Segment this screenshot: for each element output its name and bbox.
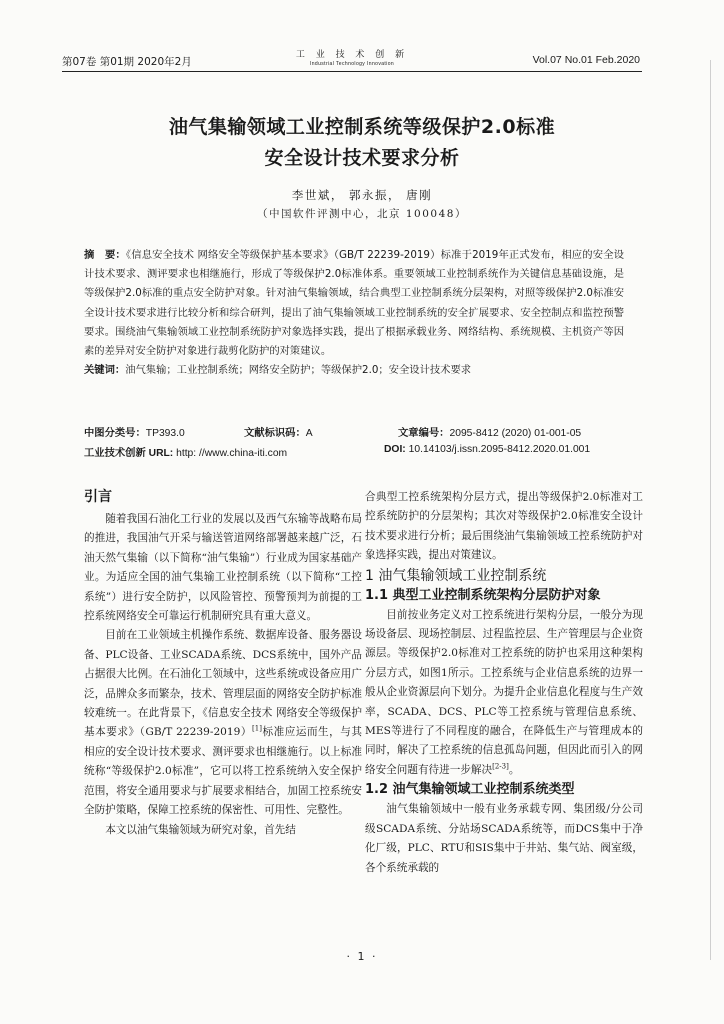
section-heading-1-1: 1.1 典型工业控制系统架构分层防护对象 bbox=[365, 587, 601, 603]
intro-p2-text-a: 目前在工业领域主机操作系统、数据库设备、服务器设备、PLC设备、工业SCADA系统、DCS系统中，国外产品占据很大比例。在石油化工领域中，这些系统或设备应用广泛，品牌众多而繁杂，技术、管理层面的网络安全防护标准较难统一。在此背景下，《信息安全技术 网络安全等级保护基本要求》（GB/T 22239-2019） bbox=[84, 629, 362, 739]
article-value: 2095-8412 (2020) 01-001-05 bbox=[449, 428, 582, 439]
left-column bbox=[84, 488, 362, 840]
clc-value: TP393.0 bbox=[145, 428, 185, 439]
url-value[interactable]: http: //www.china-iti.com bbox=[176, 448, 288, 459]
doc-code bbox=[244, 424, 313, 439]
abstract-paragraph bbox=[84, 246, 624, 361]
doc-value: A bbox=[305, 428, 313, 439]
journal-name-en: Industrial Technology Innovation bbox=[309, 61, 395, 67]
article-number bbox=[398, 424, 581, 439]
intro-paragraph-3-cont: 合典型工控系统架构分层方式，提出等级保护2.0标准对工控系统防护的分层架构；其次对等级保护2.0标准安全设计技术要求进行分析；最后围绕油气集输领域工控系统防护对象选择实践，提出对策建议。 bbox=[365, 491, 643, 562]
keywords-label: 关键词： bbox=[84, 364, 126, 377]
journal-name-cn: 工 业 技 术 创 新 bbox=[295, 50, 409, 60]
affiliation: （中国软件评测中心，北京 100048） bbox=[257, 208, 467, 220]
intro-paragraph-1: 随着我国石油化工行业的发展以及西气东输等战略布局的推进，我国油气开采与输送管道网络部署越来越广泛，石油天然气集输（以下简称“油气集输”）行业成为国家基础产业。为适应全国的油气集输工业控制系统（以下简称“工控系统”）进行安全防护，以风险管控、预警预判为前提的工控系统网络安全可靠运行机制研究具有重大意义。 bbox=[84, 513, 362, 623]
abstract-text: 《信息安全技术 网络安全等级保护基本要求》（GB/T 22239-2019）标准于2019年正式发布，相应的安全设计技术要求、测评要求也相继施行，形成了等级保护2.0标准体系。重要领域工业控制系统作为关键信息基础设施，是等级保护2.0标准的重点安全防护对象。针对油气集输领域，结合典型工业控制系统分层架构，对照等级保护2.0标准安全设计技术要求进行比较分析和综合研判，提出了油气集输领域工业控制系统的安全扩展要求、安全控制点和监控预警要求。围绕油气集输领域工业控制系统防护对象选择实践，提出了根据承载业务、网络结构、系统规模、主机资产等因素的差异对安全防护对象进行裁剪化防护的对策建议。 bbox=[84, 249, 624, 358]
journal-volume: Vol.07 No.01 Feb.2020 bbox=[532, 54, 640, 66]
intro-paragraph-3: 本文以油气集输领域为研究对象，首先结 bbox=[105, 823, 296, 836]
intro-paragraph-2 bbox=[84, 626, 362, 820]
section-1-1-paragraph bbox=[365, 606, 643, 781]
article-label: 文章编号： bbox=[398, 428, 450, 439]
paper-title-line1: 油气集输领域工业控制系统等级保护2.0标准 bbox=[168, 116, 556, 138]
url-label: 工业技术创新 URL: bbox=[84, 448, 174, 459]
clc-label: 中图分类号： bbox=[84, 428, 146, 439]
scan-edge-line bbox=[710, 60, 711, 960]
doi-value[interactable]: 10.14103/j.issn.2095-8412.2020.01.001 bbox=[408, 444, 591, 455]
section-heading-intro: 引言 bbox=[84, 489, 112, 505]
journal-url bbox=[84, 444, 287, 459]
header-rule bbox=[62, 71, 642, 72]
keywords-text: 油气集输；工业控制系统；网络安全防护；等级保护2.0；安全设计技术要求 bbox=[125, 364, 472, 377]
abstract-label: 摘 要： bbox=[84, 249, 126, 261]
section-1-1-end: 。 bbox=[508, 763, 520, 776]
right-column bbox=[365, 488, 643, 878]
doi bbox=[384, 444, 590, 455]
running-header bbox=[62, 47, 642, 73]
clc-number bbox=[84, 424, 185, 439]
journal-issue: 第07卷 第01期 2020年2月 bbox=[62, 56, 192, 68]
authors: 李世斌， 郭永振， 唐刚 bbox=[291, 188, 433, 202]
intro-p2-text-b: 标准应运而生，与其相应的安全设计技术要求、测评要求也相继施行。以上标准统称“等级保护2.0标准”，它可以将工控系统纳入安全保护范围，将安全通用要求与扩展要求相结合，加固工控系统安全防护策略，保障工控系统的保密性、可用性、完整性。 bbox=[84, 726, 362, 817]
section-heading-1-2: 1.2 油气集输领域工业控制系统类型 bbox=[365, 782, 575, 798]
page-number: · 1 · bbox=[346, 950, 378, 963]
section-1-2-paragraph: 油气集输领域中一般有业务承载专网、集团级/分公司级SCADA系统、分站场SCADA系统等，而DCS集中于净化厂级，PLC、RTU和SIS集中于井站、集气站、阀室级，各个系统承载的 bbox=[365, 803, 643, 874]
paper-title-line2: 安全设计技术要求分析 bbox=[264, 147, 460, 169]
keywords bbox=[84, 361, 624, 380]
citation-ref: [2-3] bbox=[492, 762, 509, 771]
doc-label: 文献标识码： bbox=[244, 428, 306, 439]
section-heading-1: 1 油气集输领域工业控制系统 bbox=[365, 567, 547, 584]
section-1-1-text: 目前按业务定义对工控系统进行架构分层，一般分为现场设备层、现场控制层、过程监控层、生产管理层与企业资源层。等级保护2.0标准对工控系统的防护也采用这种架构分层方式，如图1所示。工控系统与企业信息系统的边界一般从企业资源层向下划分。为提升企业信息化程度与生产效率，SCADA、DCS、PLC等工控系统与管理信息系统、MES等进行了不同程度的融合，在降低生产与管理成本的同时，解决了工控系统的信息孤岛问题，但因此而引入的网络安全问题有待进一步解决 bbox=[365, 608, 643, 776]
abstract bbox=[84, 246, 624, 380]
doi-label: DOI: bbox=[384, 444, 406, 455]
citation-ref: [1] bbox=[252, 724, 262, 733]
